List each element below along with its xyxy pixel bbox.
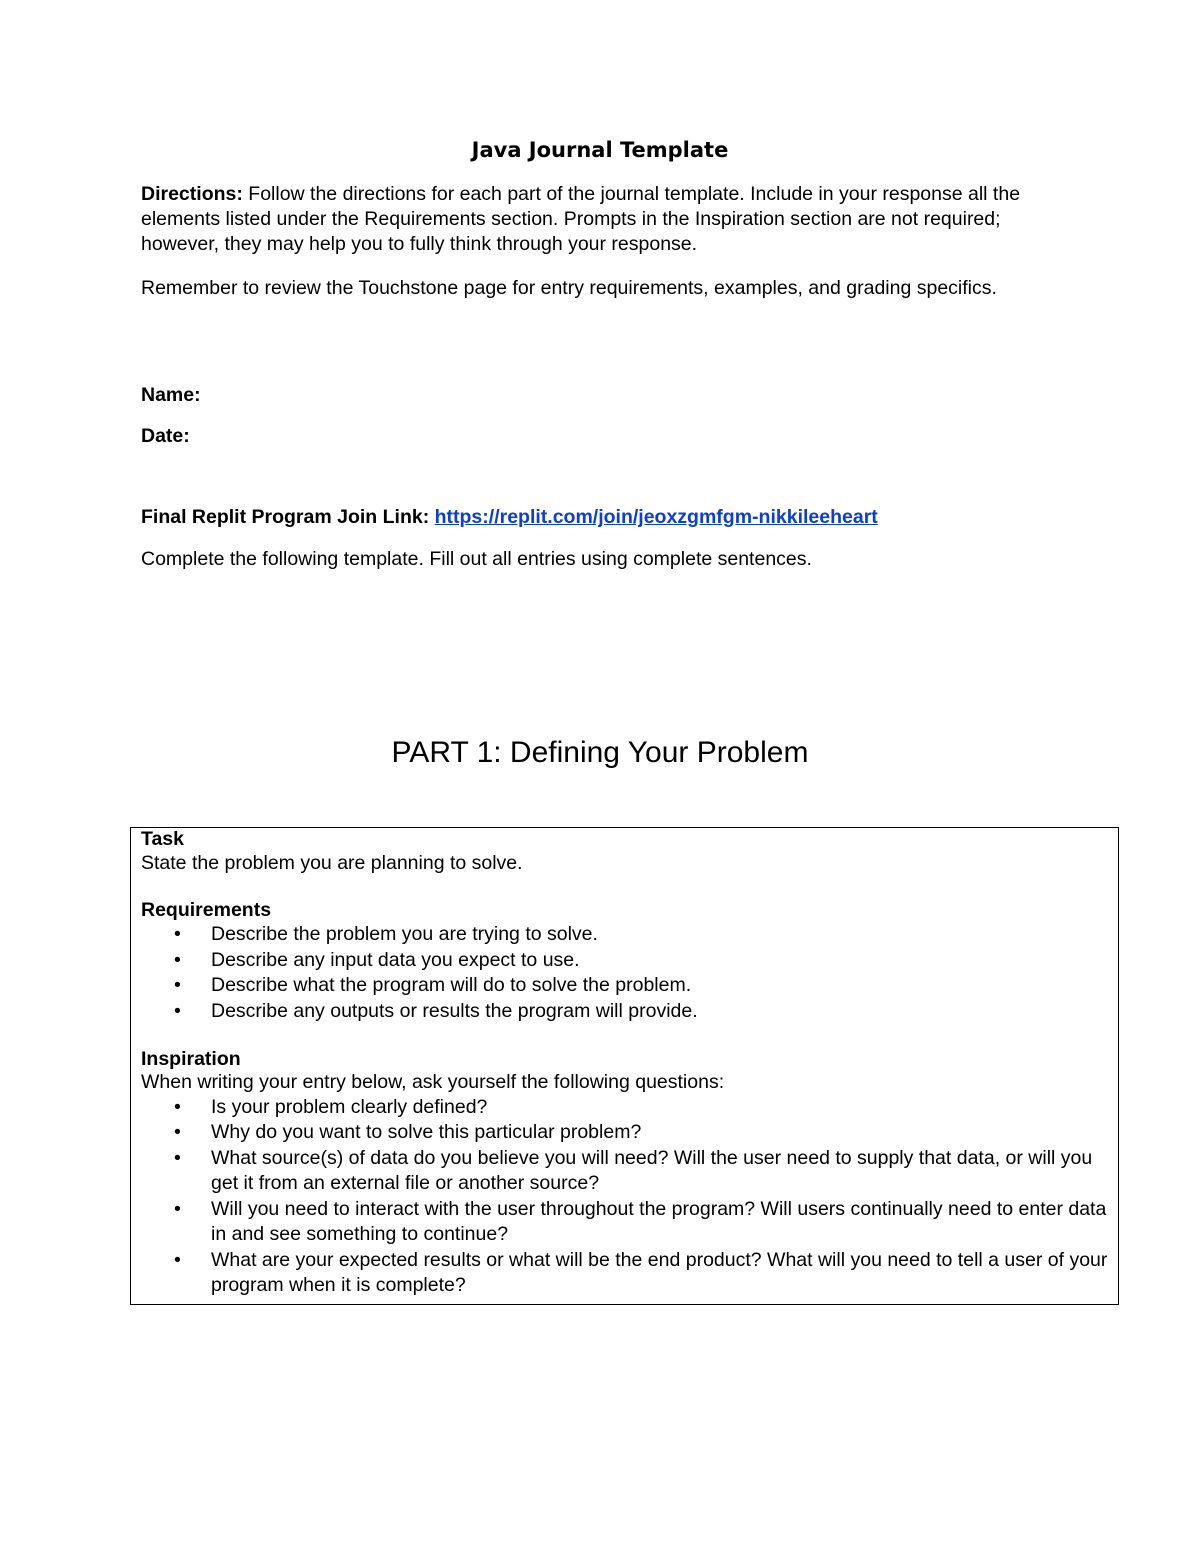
- directions-text: Follow the directions for each part of the journal template. Include in your response all the elements listed under the Requirements section. Prompts in the Inspiration section are not required; however, they may help you to fully think through your response.: [141, 183, 1021, 255]
- list-item: • Describe any input data you expect to use.: [141, 948, 1111, 974]
- list-item: • Is your problem clearly defined?: [141, 1095, 1111, 1121]
- replit-link-line: [141, 506, 878, 529]
- requirements-label: Requirements: [141, 898, 272, 921]
- replit-link-label: Final Replit Program Join Link:: [141, 506, 435, 528]
- directions-label: Directions:: [141, 183, 243, 205]
- task-label: Task: [141, 828, 184, 850]
- bullet-icon: •: [174, 999, 181, 1022]
- bullet-icon: •: [174, 1146, 181, 1169]
- part1-task-box: [130, 827, 1119, 1305]
- bullet-icon: •: [174, 948, 181, 971]
- bullet-icon: •: [174, 974, 181, 996]
- replit-join-link[interactable]: https://replit.com/join/jeoxzgmfgm-nikkileeheart: [434, 506, 878, 528]
- date-label: Date:: [141, 425, 190, 447]
- task-text: State the problem you are planning to solve.: [141, 851, 523, 874]
- part1-heading: PART 1: Defining Your Problem: [391, 736, 809, 769]
- inspiration-label: Inspiration: [141, 1047, 241, 1070]
- bullet-icon: •: [174, 1121, 181, 1143]
- document-title: Java Journal Template: [471, 138, 729, 162]
- list-item: • Will you need to interact with the user throughout the program? Will users continually need to enter data in and see something to continue?: [174, 1197, 1107, 1245]
- inspiration-intro: When writing your entry below, ask yourself the following questions:: [141, 1071, 725, 1093]
- inspiration-list: [141, 1095, 1111, 1299]
- directions-paragraph: [141, 182, 1061, 257]
- list-item: • Describe the problem you are trying to solve.: [141, 922, 1111, 948]
- bullet-icon: •: [174, 1095, 181, 1118]
- bullet-icon: •: [174, 923, 181, 945]
- requirements-list: [141, 922, 1111, 1024]
- bullet-icon: •: [174, 1197, 181, 1220]
- list-item: • Describe what the program will do to solve the problem.: [141, 973, 1111, 999]
- task-box-content: [141, 828, 1111, 1299]
- list-item: • Describe any outputs or results the program will provide.: [141, 999, 1111, 1025]
- instruction-paragraph: Complete the following template. Fill out all entries using complete sentences.: [141, 548, 812, 570]
- list-item: • Why do you want to solve this particular problem?: [141, 1120, 1111, 1146]
- name-label: Name:: [141, 384, 201, 406]
- bullet-icon: •: [174, 1248, 181, 1271]
- list-item: • What source(s) of data do you believe you will need? Will the user need to supply that data, or will you get it from an external file or another source?: [174, 1146, 1093, 1194]
- reminder-paragraph: Remember to review the Touchstone page for entry requirements, examples, and grading specifics.: [141, 277, 997, 299]
- list-item: • What are your expected results or what will be the end product? What will you need to tell a user of your program when it is complete?: [174, 1248, 1108, 1296]
